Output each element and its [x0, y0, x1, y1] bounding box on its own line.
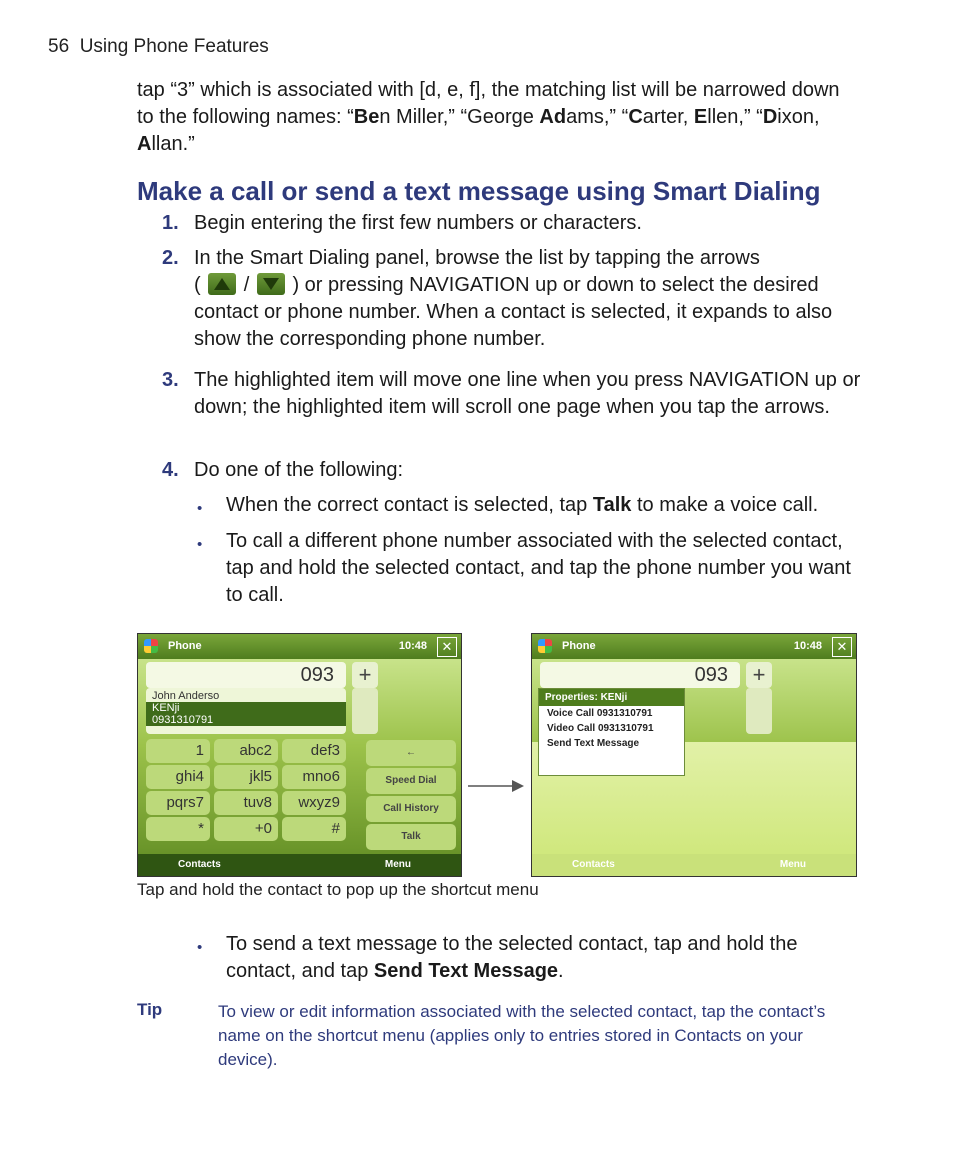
contacts-softkey[interactable]: Contacts: [178, 859, 221, 870]
bullet-send-text: [197, 931, 862, 985]
side-buttons: [366, 738, 456, 852]
step-number: 2.: [162, 247, 179, 269]
key-1[interactable]: 1: [146, 739, 210, 763]
step-4: [162, 457, 862, 484]
intro-bold: Ad: [539, 106, 567, 128]
intro-bold: A: [137, 133, 152, 155]
key-7[interactable]: pqrs7: [146, 791, 210, 815]
section-heading: Make a call or send a text message using Smart Dialing: [137, 176, 821, 206]
figure-caption: Tap and hold the contact to pop up the shortcut menu: [137, 880, 539, 899]
menu-voice-call-item[interactable]: Voice Call 0931310791: [547, 708, 653, 719]
shortcut-menu: [538, 688, 685, 776]
key-star[interactable]: *: [146, 817, 210, 841]
step-text: [194, 245, 862, 353]
close-icon[interactable]: ✕: [437, 637, 457, 657]
step-3: [162, 367, 862, 421]
bullet-text: [226, 931, 862, 985]
clock: 10:48: [793, 640, 822, 652]
list-nav-arrows[interactable]: [746, 688, 772, 734]
intro-paragraph: [137, 77, 857, 158]
add-icon[interactable]: +: [352, 662, 378, 688]
step-number: 3.: [162, 369, 179, 391]
contacts-softkey[interactable]: Contacts: [572, 859, 615, 870]
list-nav-arrows[interactable]: [352, 688, 378, 734]
smart-dial-list[interactable]: [146, 688, 346, 734]
key-2[interactable]: abc2: [214, 739, 278, 763]
bullet-icon: •: [197, 536, 203, 553]
app-title: Phone: [562, 640, 596, 652]
bullet-text-part: .: [558, 960, 564, 982]
bullet-text: [226, 492, 862, 522]
intro-text: arter,: [642, 106, 694, 128]
section-title: Using Phone Features: [79, 36, 269, 57]
bullet-text-part: To send a text message to the selected contact, tap and hold the contact, and tap: [226, 933, 798, 982]
key-8[interactable]: tuv8: [214, 791, 278, 815]
step-text-part: (: [194, 274, 207, 296]
key-hash[interactable]: #: [282, 817, 346, 841]
up-arrow-icon: [208, 273, 236, 295]
right-arrow-icon: [466, 776, 526, 796]
menu-softkey[interactable]: Menu: [779, 859, 806, 870]
page-number: 56: [48, 36, 70, 57]
step-text: The highlighted item will move one line when you press NAVIGATION up or down; the highlighted item will scroll one page when you tap the arrows.: [194, 369, 861, 418]
bullet-text: To call a different phone number associated with the selected contact, tap and hold the selected contact, and tap the phone number you want to call.: [226, 530, 851, 606]
step-number: 1.: [162, 212, 179, 234]
clock: 10:48: [398, 640, 427, 652]
windows-start-icon[interactable]: [144, 639, 158, 653]
step-1: [162, 210, 862, 237]
screenshot-smart-dialing: [137, 633, 462, 877]
step-2: [162, 245, 862, 353]
key-4[interactable]: ghi4: [146, 765, 210, 789]
bullet-bold: Talk: [592, 494, 632, 516]
dial-keypad: [144, 738, 359, 842]
intro-bold: C: [628, 106, 643, 128]
step-text: Do one of the following:: [194, 459, 404, 481]
step-text-part: ) or pressing NAVIGATION up or down to select the desired contact or phone number. When a contact is selected, it expands to also show the corresponding phone number.: [194, 274, 833, 350]
page-header: [48, 36, 269, 58]
key-5[interactable]: jkl5: [214, 765, 278, 789]
call-history-button[interactable]: Call History: [366, 796, 456, 822]
tip-text: To view or edit information associated with the selected contact, tap the contact’s name on the shortcut menu (applies only to entries stored in Contacts on your device).: [218, 1002, 826, 1069]
step-text-part: /: [238, 274, 255, 296]
menu-video-call-item[interactable]: Video Call 0931310791: [547, 723, 654, 734]
backspace-button[interactable]: ←: [366, 740, 456, 766]
windows-start-icon[interactable]: [538, 639, 552, 653]
speed-dial-button[interactable]: Speed Dial: [366, 768, 456, 794]
key-3[interactable]: def3: [282, 739, 346, 763]
menu-properties-item[interactable]: Properties: KENji: [539, 689, 684, 706]
screenshot-shortcut-menu: [531, 633, 857, 877]
talk-button[interactable]: Talk: [366, 824, 456, 850]
step-text: Begin entering the first few numbers or characters.: [194, 212, 642, 234]
list-item-phone[interactable]: 0931310791: [146, 714, 346, 726]
intro-text: n Miller,” “George: [379, 106, 540, 128]
app-title: Phone: [168, 640, 202, 652]
title-bar: [532, 634, 856, 659]
bullet-bold: Send Text Message: [373, 960, 559, 982]
intro-bold: E: [693, 106, 708, 128]
list-item[interactable]: John Anderso: [152, 690, 220, 702]
tip-label: Tip: [137, 1000, 163, 1019]
bullet-icon: •: [197, 939, 203, 956]
soft-key-bar: [138, 854, 461, 876]
menu-softkey[interactable]: Menu: [384, 859, 411, 870]
dial-number-field[interactable]: 093: [146, 662, 346, 688]
soft-key-bar: [532, 854, 856, 876]
list-item-selected[interactable]: KENji: [146, 702, 346, 714]
key-0[interactable]: +0: [214, 817, 278, 841]
step-number: 4.: [162, 459, 179, 481]
bullet-talk: [197, 492, 862, 522]
intro-text: llan.”: [151, 133, 195, 155]
bullet-text-part: When the correct contact is selected, tap: [226, 494, 593, 516]
down-arrow-icon: [257, 273, 285, 295]
bullet-different-number: [197, 528, 862, 609]
intro-bold: Be: [353, 106, 380, 128]
close-icon[interactable]: ✕: [832, 637, 852, 657]
bullet-icon: •: [197, 500, 203, 517]
bullet-text-part: to make a voice call.: [631, 494, 819, 516]
dial-number-field[interactable]: 093: [540, 662, 740, 688]
intro-bold: D: [762, 106, 778, 128]
title-bar: [138, 634, 461, 659]
intro-text: tap “3” which is associated with [d, e, f], the matching list will be narrowed down to the following names: “: [137, 79, 840, 128]
intro-text: llen,” “: [707, 106, 763, 128]
step-text-part: In the Smart Dialing panel, browse the list by tapping the arrows: [194, 247, 760, 269]
intro-text: ams,” “: [566, 106, 629, 128]
key-6[interactable]: mno6: [282, 765, 346, 789]
key-9[interactable]: wxyz9: [282, 791, 346, 815]
add-icon[interactable]: +: [746, 662, 772, 688]
menu-send-text-item[interactable]: Send Text Message: [547, 738, 640, 749]
intro-text: ixon,: [777, 106, 820, 128]
